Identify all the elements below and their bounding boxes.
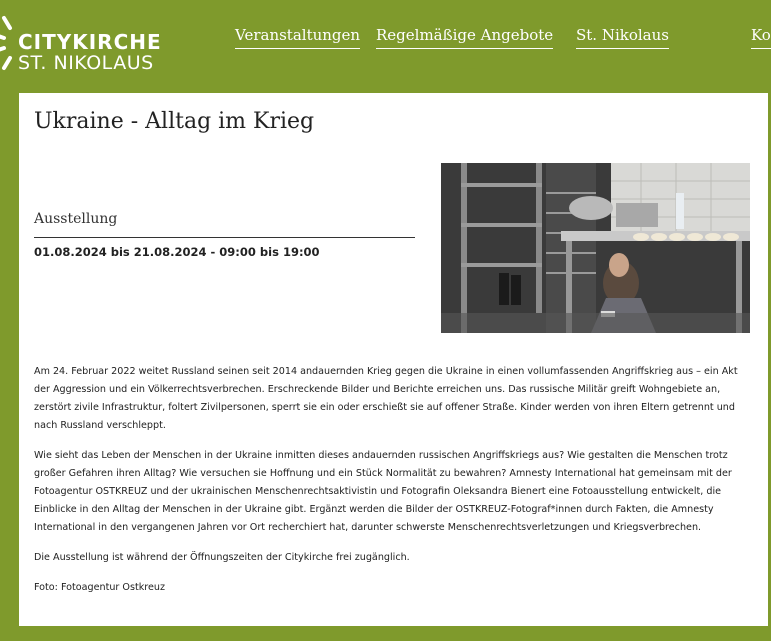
nav-item-st-nikolaus[interactable]: St. Nikolaus xyxy=(576,26,669,49)
event-photo-illustration xyxy=(441,163,750,333)
category-divider xyxy=(34,237,415,238)
logo-text-line2: ST. NIKOLAUS xyxy=(18,52,154,74)
event-category: Ausstellung xyxy=(34,211,118,227)
site-header xyxy=(0,0,771,93)
main-navigation xyxy=(0,26,771,50)
event-card xyxy=(19,93,768,626)
description-paragraph-3: Die Ausstellung ist während der Öffnungszeiten der Citykirche frei zugänglich. xyxy=(34,552,410,563)
event-title: Ukraine - Alltag im Krieg xyxy=(34,109,315,134)
description-paragraph-2: Wie sieht das Leben der Menschen in der Ukraine inmitten dieses andauernden russischen Angriffskriegs aus? Wie gestalten die Menschen trotz großer Gefahren ihren Alltag? Wie versuchen sie Hoffnung und ein Stück Normalität zu bewahren? Amnesty International hat gemeinsam mit der Fotoagentur OSTKREUZ und der ukrainischen Menschenrechtsaktivistin und Fotografin Oleksandra Bienert eine Fotoausstellung entwickelt, die Einblicke in den Alltag der Menschen in der Ukraine gibt. Ergänzt werden die Bilder der OSTKREUZ-Fotograf*innen durch Fakten, die Amnesty International in den vergangenen Jahren vor Ort recherchiert hat, darunter schwerste Menschenrechtsverletzungen und Kriegsverbrechen. xyxy=(34,450,732,533)
event-description xyxy=(34,363,756,609)
photo-credit: Foto: Fotoagentur Ostkreuz xyxy=(34,582,166,593)
logo-text-line1: CITYKIRCHE xyxy=(18,30,162,54)
description-paragraph-1: Am 24. Februar 2022 weitet Russland seinen seit 2014 andauernden Krieg gegen die Ukraine in einen vollumfassenden Angriffskrieg aus – ein Akt der Aggression und ein Völkerrechtsverbrechen. Erschreckende Bilder und Berichte erreichen uns. Das russische Militär greift Wohngebiete an, zerstört zivile Infrastruktur, foltert Zivilpersonen, sperrt sie ein oder erschießt sie auf offener Straße. Kinder werden von ihren Eltern getrennt und nach Russland verschleppt. xyxy=(34,366,738,431)
nav-item-veranstaltungen[interactable]: Veranstaltungen xyxy=(235,26,360,49)
event-photo xyxy=(441,163,750,333)
event-dates: 01.08.2024 bis 21.08.2024 - 09:00 bis 19:00 xyxy=(34,245,320,259)
nav-item-kontakt[interactable]: Ko xyxy=(751,26,771,49)
nav-item-regelmaessige-angebote[interactable]: Regelmäßige Angebote xyxy=(376,26,553,49)
